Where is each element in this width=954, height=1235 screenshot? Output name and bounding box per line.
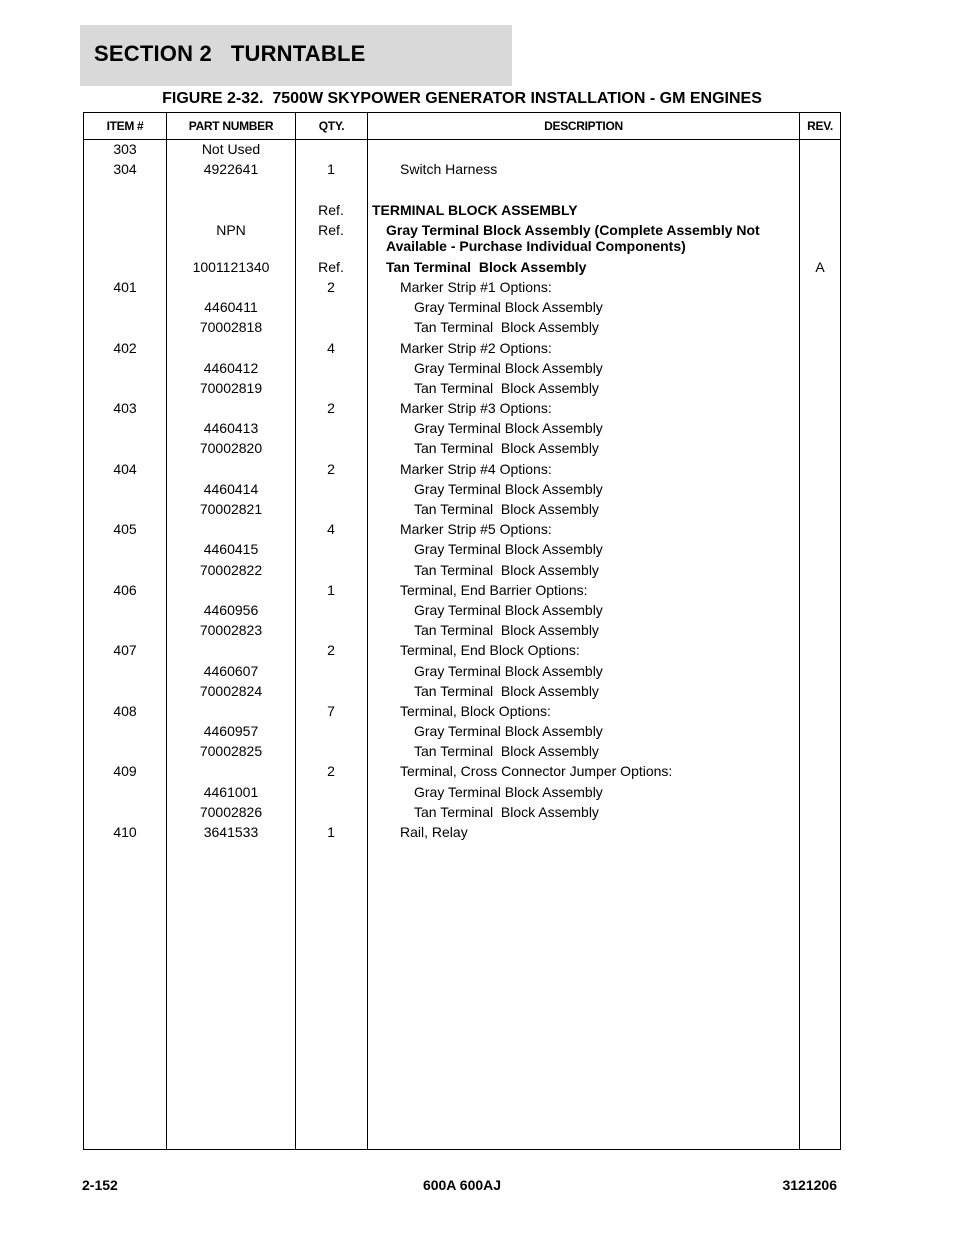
table-row: [84, 439, 840, 459]
cell-part-number: 70002818: [199, 319, 263, 336]
parts-table: [83, 112, 841, 1150]
cell-description: Marker Strip #4 Options:: [400, 460, 552, 477]
cell-qty: 4: [327, 339, 335, 356]
cell-part-number: Not Used: [201, 141, 261, 157]
cell-qty: 2: [327, 763, 335, 780]
table-row: [84, 160, 840, 180]
cell-description: Tan Terminal Block Assembly: [414, 622, 599, 639]
document-number: 3121206: [782, 1177, 837, 1193]
cell-qty: 1: [327, 581, 335, 598]
table-row: [84, 359, 840, 379]
table-row: [84, 500, 840, 520]
cell-rev: A: [815, 258, 825, 275]
cell-part-number: 4460607: [203, 662, 259, 679]
cell-description: Terminal, End Barrier Options:: [400, 581, 588, 598]
cell-description: Tan Terminal Block Assembly: [414, 319, 599, 336]
cell-item-number: 407: [113, 642, 137, 659]
cell-part-number: 70002824: [199, 682, 263, 699]
cell-qty: 2: [327, 278, 335, 295]
cell-description: Switch Harness: [400, 161, 498, 178]
cell-description: TERMINAL BLOCK ASSEMBLY: [372, 201, 578, 218]
table-row: [84, 641, 840, 661]
table-row: [84, 540, 840, 560]
cell-description: Tan Terminal Block Assembly: [414, 743, 599, 760]
cell-part-number: 4460956: [203, 601, 259, 618]
cell-item-number: 410: [113, 824, 137, 840]
cell-part-number: 4460957: [203, 723, 259, 740]
table-row: [84, 201, 840, 221]
cell-description: Marker Strip #5 Options:: [400, 521, 552, 538]
cell-description: Gray Terminal Block Assembly: [414, 723, 603, 740]
cell-part-number: 70002819: [199, 379, 263, 396]
cell-qty: Ref.: [318, 201, 344, 218]
table-row: [84, 682, 840, 702]
table-row: [84, 762, 840, 782]
table-row: [84, 722, 840, 742]
cell-item-number: 404: [113, 460, 137, 477]
header-qty: QTY.: [318, 119, 345, 133]
table-row: [84, 278, 840, 298]
cell-qty: 7: [327, 702, 335, 719]
table-row: [84, 561, 840, 581]
cell-part-number: 4461001: [203, 783, 259, 800]
cell-item-number: 303: [113, 141, 137, 157]
cell-description: Tan Terminal Block Assembly: [414, 682, 599, 699]
cell-part-number: 4460415: [203, 541, 259, 558]
cell-part-number: 4460413: [203, 420, 259, 437]
cell-qty: 2: [327, 400, 335, 417]
table-row: [84, 419, 840, 439]
cell-item-number: 304: [113, 161, 137, 178]
cell-part-number: 1001121340: [192, 258, 270, 275]
cell-description: Gray Terminal Block Assembly: [414, 420, 603, 437]
cell-part-number: 70002825: [199, 743, 263, 760]
cell-description: Marker Strip #3 Options:: [400, 400, 552, 417]
cell-description: Terminal, Block Options:: [400, 702, 551, 719]
cell-description: Gray Terminal Block Assembly: [414, 480, 603, 497]
cell-qty: Ref.: [318, 258, 344, 275]
cell-description: Marker Strip #2 Options:: [400, 339, 552, 356]
cell-description: Tan Terminal Block Assembly: [414, 501, 599, 517]
cell-part-number: 4460411: [204, 299, 258, 316]
header-rev: REV.: [807, 119, 833, 133]
cell-item-number: 402: [113, 339, 137, 356]
cell-part-number: 70002822: [199, 561, 263, 578]
cell-description: Gray Terminal Block Assembly: [414, 601, 603, 618]
cell-description: Gray Terminal Block Assembly: [414, 299, 603, 316]
cell-part-number: 70002823: [199, 622, 263, 639]
cell-description: Rail, Relay: [400, 824, 468, 840]
cell-part-number: 70002820: [199, 440, 263, 457]
table-row: [84, 803, 840, 823]
cell-description: Gray Terminal Block Assembly: [414, 783, 603, 800]
cell-qty: Ref.: [318, 221, 344, 238]
table-row: [84, 601, 840, 621]
cell-description: Terminal, Cross Connector Jumper Options:: [400, 763, 673, 780]
table-row: [84, 823, 840, 843]
cell-description: Marker Strip #1 Options:: [400, 278, 552, 295]
cell-part-number: 70002826: [199, 803, 263, 820]
page-number: 2-152: [82, 1177, 118, 1193]
table-row: [84, 298, 840, 318]
table-row: [84, 339, 840, 359]
table-row: [84, 581, 840, 601]
table-row: [84, 318, 840, 338]
header-item: ITEM #: [106, 119, 144, 133]
cell-item-number: 408: [113, 702, 137, 719]
cell-qty: 1: [327, 161, 335, 178]
cell-part-number: 3641533: [203, 824, 259, 840]
cell-qty: 2: [327, 642, 335, 659]
cell-part-number: 4460414: [203, 480, 259, 497]
table-row: [84, 258, 840, 278]
cell-description: Tan Terminal Block Assembly: [414, 561, 599, 578]
table-row: [84, 662, 840, 682]
cell-description: Gray Terminal Block Assembly: [414, 541, 603, 558]
table-row: [84, 379, 840, 399]
cell-part-number: NPN: [216, 221, 246, 238]
table-body: [84, 140, 840, 843]
cell-description: Tan Terminal Block Assembly: [414, 440, 599, 457]
cell-qty: 4: [327, 521, 335, 538]
cell-description: Gray Terminal Block Assembly: [414, 662, 603, 679]
cell-description: Terminal, End Block Options:: [400, 642, 580, 659]
cell-description: Tan Terminal Block Assembly: [386, 258, 587, 275]
table-row: [84, 783, 840, 803]
figure-title: FIGURE 2-32. 7500W SKYPOWER GENERATOR INSTALLATION - GM ENGINES: [162, 90, 762, 107]
cell-item-number: 403: [113, 400, 137, 417]
cell-item-number: 409: [113, 763, 137, 780]
header-part-number: PART NUMBER: [188, 119, 274, 133]
cell-description: Tan Terminal Block Assembly: [414, 803, 599, 820]
table-row: [84, 221, 840, 258]
model-name: 600A 600AJ: [422, 1177, 502, 1193]
cell-description: Gray Terminal Block Assembly (Complete Assembly Not Available - Purchase Individual Components): [386, 221, 760, 254]
cell-part-number: 4922641: [203, 161, 259, 178]
cell-part-number: 70002821: [199, 501, 263, 517]
cell-description: Gray Terminal Block Assembly: [414, 359, 603, 376]
cell-qty: 1: [327, 824, 335, 840]
table-row: [84, 460, 840, 480]
table-row: [84, 621, 840, 641]
cell-qty: 2: [327, 460, 335, 477]
table-row: [84, 480, 840, 500]
table-row: [84, 180, 840, 200]
cell-description: Tan Terminal Block Assembly: [414, 379, 599, 396]
table-row: [84, 140, 840, 160]
table-row: [84, 399, 840, 419]
cell-item-number: 405: [113, 521, 137, 538]
cell-part-number: 4460412: [203, 359, 259, 376]
section-title: SECTION 2 TURNTABLE: [94, 41, 366, 66]
table-row: [84, 520, 840, 540]
header-description: DESCRIPTION: [544, 119, 623, 133]
table-row: [84, 702, 840, 722]
cell-item-number: 406: [113, 581, 137, 598]
table-row: [84, 742, 840, 762]
cell-item-number: 401: [113, 278, 137, 295]
